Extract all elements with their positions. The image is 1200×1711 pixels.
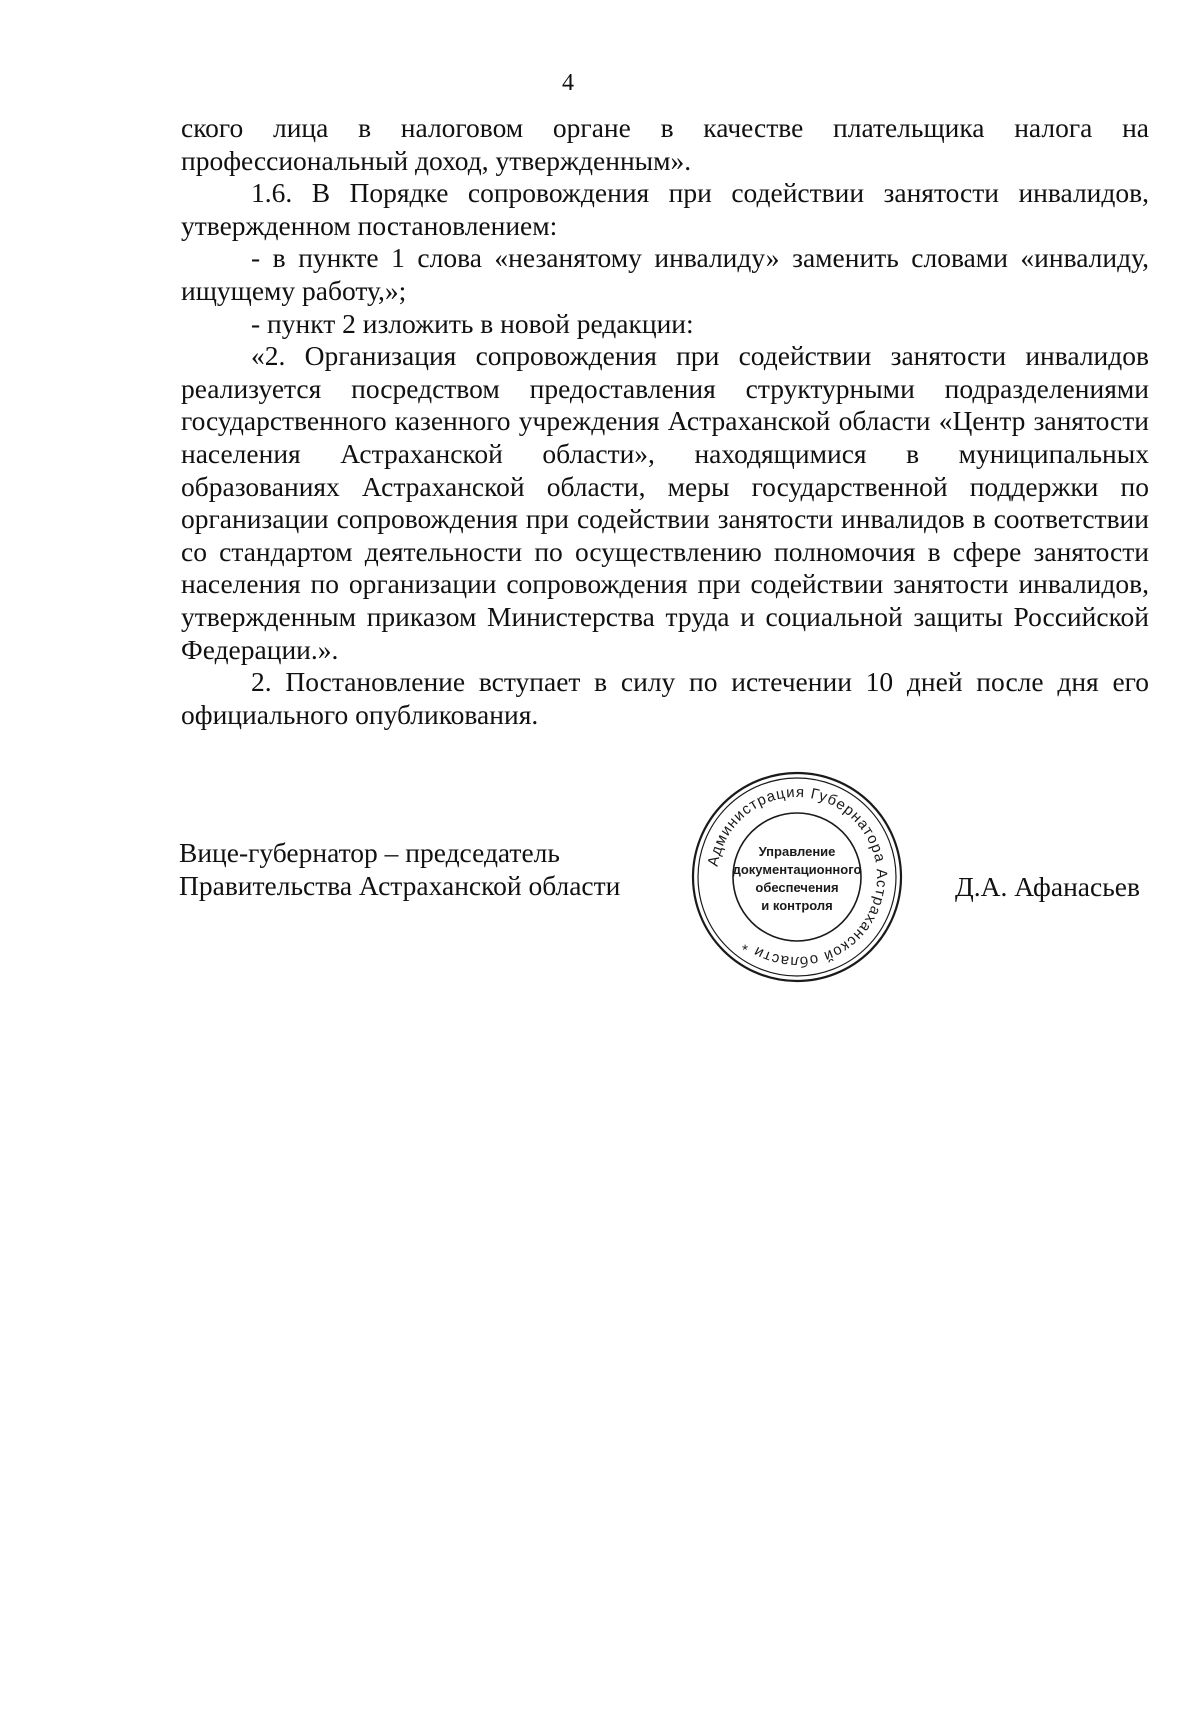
- paragraph-2: 1.6. В Порядке сопровождения при содействии занятости инвалидов, утвержденном постановлением:: [181, 177, 1149, 241]
- paragraph-4: - пункт 2 изложить в новой редакции:: [251, 307, 694, 339]
- seal-center-line-1: Управление: [758, 844, 836, 859]
- seal-center-line-3: обеспечения: [755, 880, 839, 895]
- seal-ring-text: Администрация Губернатора Астраханской области *: [704, 783, 891, 971]
- signatory-position: [179, 836, 620, 902]
- seal-center-line-2: документационного: [732, 862, 862, 877]
- official-seal: [688, 768, 906, 986]
- paragraph-1: ского лица в налоговом органе в качестве плательщика налога на профессиональный доход, утвержденным».: [181, 112, 1149, 176]
- seal-center-line-4: и контроля: [761, 898, 833, 913]
- paragraph-5: «2. Организация сопровождения при содействии занятости инвалидов реализуется посредством предоставления структурными подразделениями государственного казенного учреждения Астраханской области «Центр занятости населения Астраханской области», находящимися в муниципальных образованиях Астраханской области, меры государственной поддержки по организации сопровождения при содействии занятости инвалидов в соответствии со стандартом деятельности по осуществлению полномочия в сфере занятости населения по организации сопровождения при содействии занятости инвалидов, утвержденным приказом Министерства труда и социальной защиты Российской Федерации.».: [181, 340, 1149, 665]
- page-number: 4: [562, 70, 574, 96]
- signatory-position-line-1: Вице-губернатор – председатель: [179, 837, 560, 868]
- paragraph-6: 2. Постановление вступает в силу по истечении 10 дней после дня его официального опубликования.: [181, 666, 1149, 730]
- signatory-name: Д.А. Афанасьев: [955, 871, 1140, 902]
- signatory-position-line-2: Правительства Астраханской области: [179, 870, 621, 901]
- paragraph-3: - в пункте 1 слова «незанятому инвалиду» заменить словами «инвалиду, ищущему работу,»;: [181, 242, 1149, 306]
- document-body: [181, 112, 1149, 731]
